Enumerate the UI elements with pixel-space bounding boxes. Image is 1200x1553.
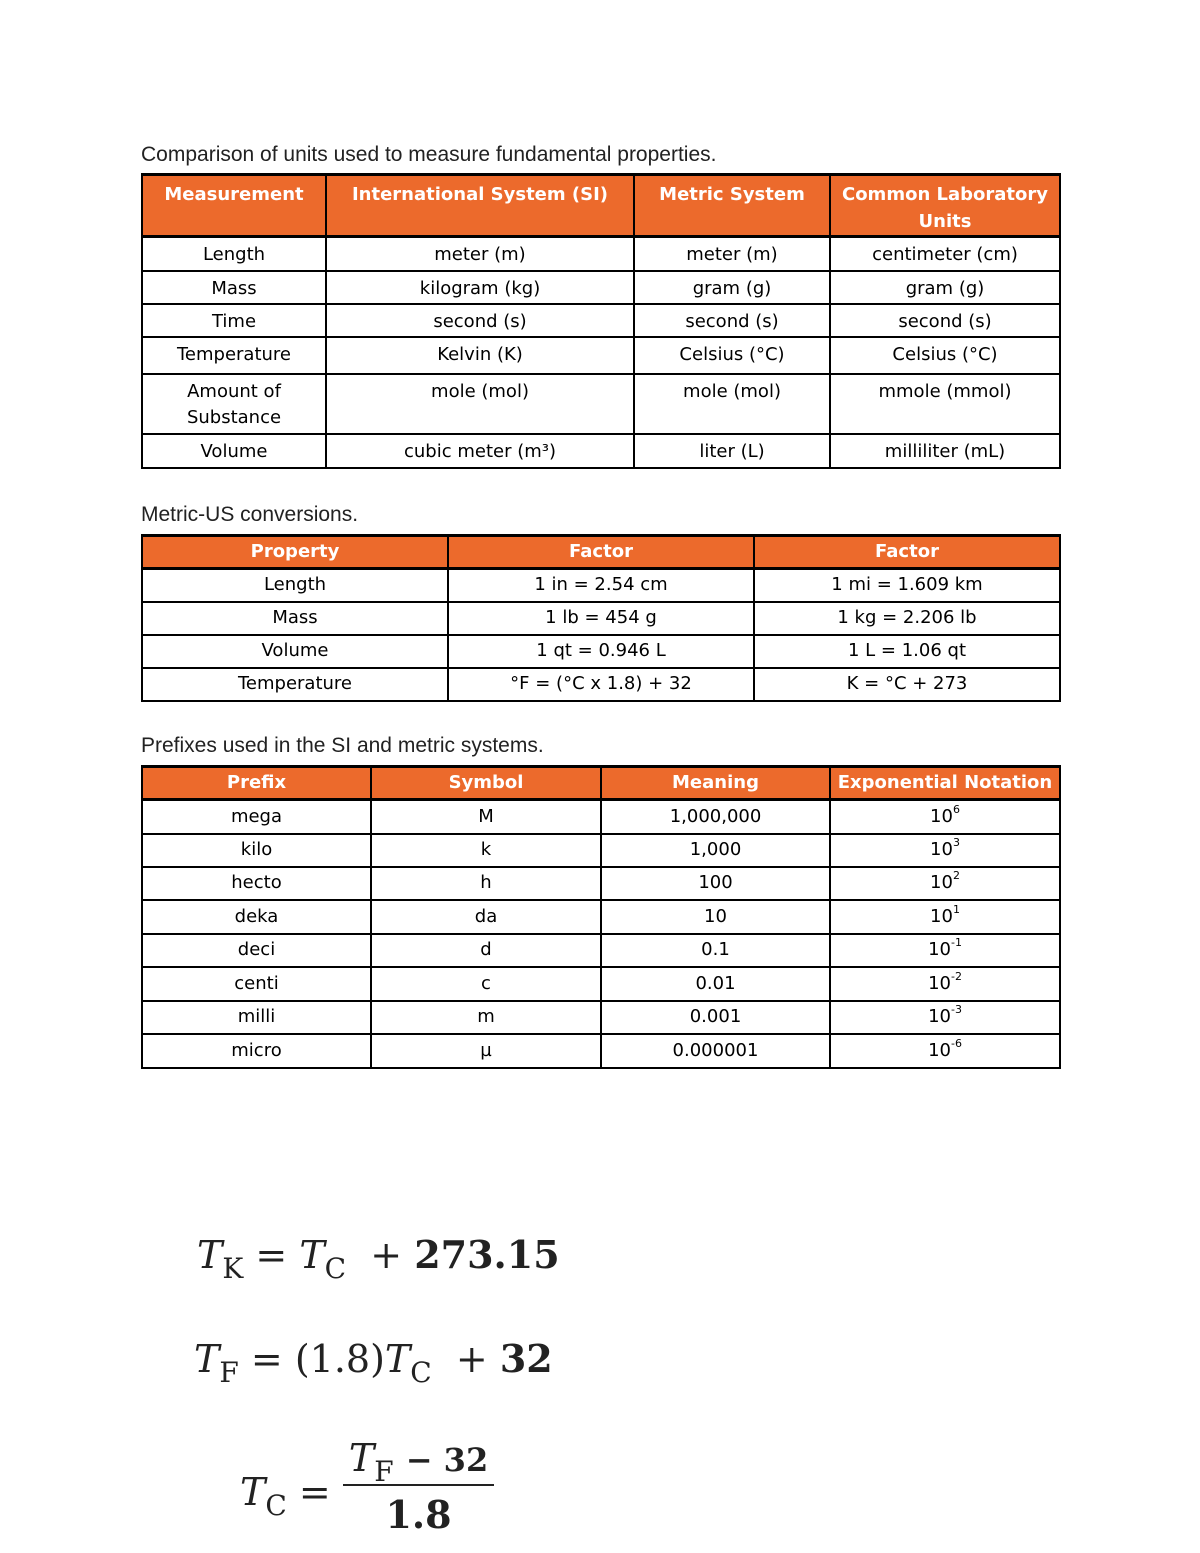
table-cell: meter (m) <box>634 237 830 271</box>
column-header: Common Laboratory Units <box>830 175 1060 237</box>
table-row <box>142 867 1060 900</box>
formula-subscript: F <box>374 1455 394 1488</box>
column-header: Exponential Notation <box>830 767 1060 800</box>
table-row <box>142 1034 1060 1068</box>
kelvin-formula <box>197 1232 560 1285</box>
table-cell: Mass <box>142 602 448 635</box>
column-header: International System (SI) <box>326 175 634 237</box>
column-header: Symbol <box>371 767 601 800</box>
table-cell: cubic meter (m³) <box>326 434 634 468</box>
table-cell: µ <box>371 1034 601 1068</box>
column-header: Factor <box>448 536 754 569</box>
table2-caption: Metric-US conversions. <box>141 503 359 526</box>
table-row <box>142 237 1060 271</box>
table-row <box>142 271 1060 304</box>
table1-caption: Comparison of units used to measure fundamental properties. <box>141 143 717 166</box>
formula-operator: + <box>370 1233 403 1277</box>
header-row <box>142 767 1060 800</box>
exponent-base: 10 <box>930 905 953 927</box>
table-row <box>142 602 1060 635</box>
column-header: Prefix <box>142 767 371 800</box>
metric-us-conversions-table <box>141 534 1061 702</box>
table-cell: 1 lb = 454 g <box>448 602 754 635</box>
table-cell: Kelvin (K) <box>326 337 634 374</box>
exponent-base: 10 <box>928 939 951 960</box>
exponent: -1 <box>950 936 962 949</box>
exponent-base: 10 <box>928 1039 951 1061</box>
table-cell: 1 mi = 1.609 km <box>754 569 1060 602</box>
prefixes-table <box>141 765 1061 1069</box>
column-header: Property <box>142 536 448 569</box>
exponent: 3 <box>952 836 960 849</box>
exponent-base: 10 <box>930 872 953 893</box>
table-cell: k <box>371 834 601 867</box>
formula-variable: T <box>299 1233 325 1277</box>
table-cell: meter (m) <box>326 237 634 271</box>
table-cell: gram (g) <box>830 271 1060 304</box>
exponent-base: 10 <box>928 1006 951 1027</box>
table-cell: Volume <box>142 635 448 668</box>
table-cell: 0.1 <box>601 934 830 967</box>
table-cell: mmole (mmol) <box>830 374 1060 434</box>
table-cell <box>830 900 1060 934</box>
table-cell: liter (L) <box>634 434 830 468</box>
table3-caption: Prefixes used in the SI and metric systems. <box>141 734 544 757</box>
table-row <box>142 337 1060 374</box>
table-cell <box>830 1034 1060 1068</box>
table-row <box>142 900 1060 934</box>
table-cell: second (s) <box>326 304 634 337</box>
formula-subscript: C <box>324 1252 347 1285</box>
table-row <box>142 304 1060 337</box>
table-cell: milliliter (mL) <box>830 434 1060 468</box>
table-cell: Mass <box>142 271 326 304</box>
exponent: -6 <box>950 1036 962 1050</box>
table-cell: mega <box>142 800 371 834</box>
formula-fraction <box>343 1436 494 1537</box>
table-cell: Time <box>142 304 326 337</box>
table-cell: second (s) <box>830 304 1060 337</box>
formula-subscript: K <box>222 1252 244 1285</box>
table-cell: micro <box>142 1034 371 1068</box>
table-cell: 1,000,000 <box>601 800 830 834</box>
table-cell: 1 qt = 0.946 L <box>448 635 754 668</box>
fahrenheit-formula <box>194 1336 553 1389</box>
header-row <box>142 536 1060 569</box>
exponent: -2 <box>950 969 962 983</box>
exponent-base: 10 <box>928 972 951 994</box>
formula-subscript: C <box>410 1356 432 1389</box>
table-cell <box>830 867 1060 900</box>
fraction-numerator <box>343 1436 494 1488</box>
formula-subscript: C <box>265 1488 287 1522</box>
table-cell: Temperature <box>142 668 448 701</box>
formula-variable: T <box>384 1337 411 1381</box>
table-cell: Amount of Substance <box>142 374 326 434</box>
formula-equals: = <box>250 1337 283 1381</box>
table-cell: 10 <box>601 900 830 934</box>
table-cell: 1 in = 2.54 cm <box>448 569 754 602</box>
table-cell: gram (g) <box>634 271 830 304</box>
table-cell <box>830 967 1060 1001</box>
table-row <box>142 635 1060 668</box>
column-header: Factor <box>754 536 1060 569</box>
table-row <box>142 668 1060 701</box>
column-header: Metric System <box>634 175 830 237</box>
table-cell: M <box>371 800 601 834</box>
table-cell: centi <box>142 967 371 1001</box>
table-row <box>142 434 1060 468</box>
formula-variable: T <box>240 1469 266 1514</box>
table-row <box>142 967 1060 1001</box>
formula-equals: = <box>298 1469 331 1514</box>
table-cell: kilogram (kg) <box>326 271 634 304</box>
formula-variable: T <box>194 1337 220 1381</box>
table-cell: kilo <box>142 834 371 867</box>
table-cell: Volume <box>142 434 326 468</box>
table-cell: deci <box>142 934 371 967</box>
formula-subscript: F <box>219 1356 239 1389</box>
formula-constant: 273.15 <box>414 1232 560 1277</box>
table-cell: deka <box>142 900 371 934</box>
table-cell: d <box>371 934 601 967</box>
formula-variable: T <box>197 1233 223 1277</box>
table-cell: Length <box>142 569 448 602</box>
table-row <box>142 800 1060 834</box>
column-header: Measurement <box>142 175 326 237</box>
header-row <box>142 175 1060 237</box>
formula-coefficient: (1.8) <box>294 1337 385 1381</box>
celsius-formula <box>240 1436 494 1537</box>
table-row <box>142 1001 1060 1034</box>
table-row <box>142 374 1060 434</box>
formula-constant: − 32 <box>405 1441 489 1479</box>
fraction-denominator: 1.8 <box>385 1492 452 1537</box>
table-cell: Temperature <box>142 337 326 374</box>
units-comparison-table <box>141 173 1061 469</box>
table-cell: centimeter (cm) <box>830 237 1060 271</box>
table-cell: hecto <box>142 867 371 900</box>
table-cell: milli <box>142 1001 371 1034</box>
table-cell: Celsius (°C) <box>830 337 1060 374</box>
table-cell: 100 <box>601 867 830 900</box>
table-cell: second (s) <box>634 304 830 337</box>
table-cell: K = °C + 273 <box>754 668 1060 701</box>
table-cell: c <box>371 967 601 1001</box>
table-cell <box>830 1001 1060 1034</box>
exponent-base: 10 <box>930 805 953 827</box>
formula-constant: 32 <box>499 1336 553 1381</box>
column-header: Meaning <box>601 767 830 800</box>
table-cell: da <box>371 900 601 934</box>
table-cell: 1 kg = 2.206 lb <box>754 602 1060 635</box>
table-cell: m <box>371 1001 601 1034</box>
table-cell: h <box>371 867 601 900</box>
formula-operator: + <box>455 1337 488 1381</box>
table-cell <box>830 800 1060 834</box>
exponent: -3 <box>950 1003 962 1016</box>
table-row <box>142 569 1060 602</box>
table-cell: 1,000 <box>601 834 830 867</box>
table-cell: 1 L = 1.06 qt <box>754 635 1060 668</box>
exponent: 2 <box>952 869 960 882</box>
table-row <box>142 934 1060 967</box>
table-cell: °F = (°C x 1.8) + 32 <box>448 668 754 701</box>
formula-equals: = <box>255 1233 288 1277</box>
exponent: 1 <box>952 902 960 916</box>
exponent: 6 <box>952 802 960 816</box>
table-cell: 0.001 <box>601 1001 830 1034</box>
fraction-bar <box>343 1484 494 1486</box>
table-cell: 0.000001 <box>601 1034 830 1068</box>
table-row <box>142 834 1060 867</box>
exponent-base: 10 <box>930 839 953 860</box>
formula-variable: T <box>348 1436 375 1480</box>
table-cell: mole (mol) <box>326 374 634 434</box>
table-cell <box>830 834 1060 867</box>
table-cell <box>830 934 1060 967</box>
table-cell: mole (mol) <box>634 374 830 434</box>
table-cell: 0.01 <box>601 967 830 1001</box>
table-cell: Celsius (°C) <box>634 337 830 374</box>
table-cell: Length <box>142 237 326 271</box>
